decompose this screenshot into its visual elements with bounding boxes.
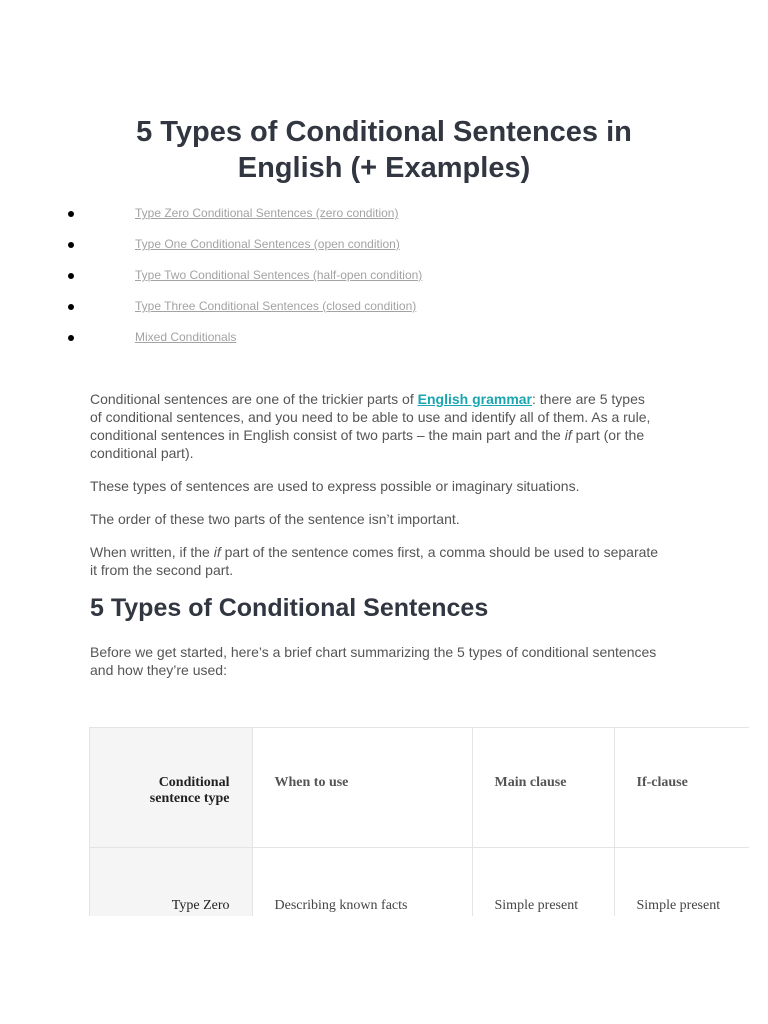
intro-paragraph [90,390,660,462]
header-if: If-clause [614,728,749,847]
toc-link-mixed[interactable]: Mixed Conditionals [135,330,237,344]
table-header-row [90,728,749,847]
bullet-icon [68,211,74,217]
bullet-icon [68,273,74,279]
cell-main: Simple present [472,847,614,916]
bullet-icon [68,304,74,310]
toc-link-type-one[interactable]: Type One Conditional Sentences (open condition) [135,237,400,251]
header-when: When to use [252,728,472,847]
toc-link-type-two[interactable]: Type Two Conditional Sentences (half-open condition) [135,268,423,282]
header-main: Main clause [472,728,614,847]
english-grammar-link[interactable]: English grammar [417,391,533,407]
paragraph-order: The order of these two parts of the sentence isn’t important. [90,511,460,527]
article-body [90,390,660,594]
cell-when: Describing known facts [252,847,472,916]
header-type: Conditional sentence type [90,728,252,847]
paragraph-usage: These types of sentences are used to express possible or imaginary situations. [90,478,580,494]
text-span: When written, if the [90,544,214,560]
cell-if: Simple present [614,847,749,916]
section-intro: Before we get started, here’s a brief chart summarizing the 5 types of conditional sentences and how they’re used: [90,644,657,678]
conditional-types-table [89,727,749,916]
toc-link-type-three[interactable]: Type Three Conditional Sentences (closed condition) [135,299,417,313]
text-span: part of the sentence comes first, a comma should be used to separate it from the second part. [90,544,659,578]
table-row [90,847,749,916]
page-title: 5 Types of Conditional Sentences in English (+ Examples) [136,116,632,184]
text-span: : there are 5 types of conditional sentences, and you need to be able to use and identify all of them. As a rule, conditional sentences in English consist of two parts – the main part and the [90,391,651,443]
text-span: part (or the conditional part). [90,427,645,461]
text-span: Conditional sentences are one of the trickier parts of [90,391,418,407]
cell-type: Type Zero [90,847,252,916]
paragraph-comma [90,543,660,579]
italic-if: if [213,544,221,560]
toc-link-type-zero[interactable]: Type Zero Conditional Sentences (zero condition) [135,206,399,220]
section-heading: 5 Types of Conditional Sentences [90,594,489,622]
italic-if: if [564,427,572,443]
bullet-icon [68,242,74,248]
bullet-icon [68,335,74,341]
